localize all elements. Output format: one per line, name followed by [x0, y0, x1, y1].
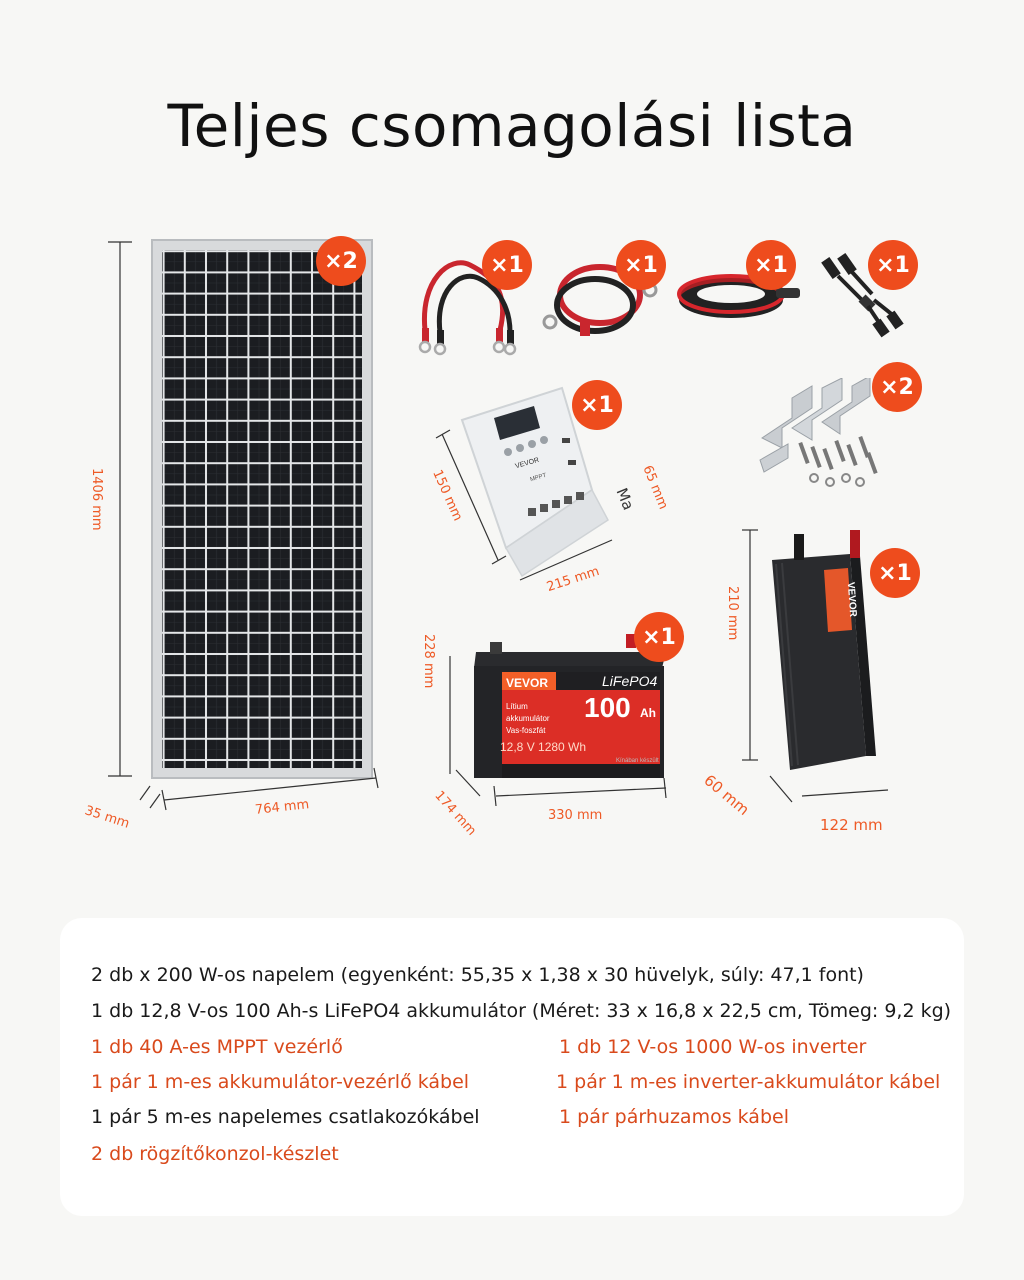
battery-energy-label: 12,8 V 1280 Wh [500, 740, 587, 754]
battery-brand-label: VEVOR [506, 676, 549, 690]
list-left-3: 1 pár 5 m-es napelemes csatlakozókábel [91, 1106, 480, 1128]
inverter-depth-label: 60 mm [700, 771, 753, 819]
battery-desc3-label: Vas-foszfát [506, 726, 546, 735]
battery-unit-label: Ah [640, 706, 656, 720]
list-right-1: 1 db 12 V-os 1000 W-os inverter [559, 1036, 867, 1058]
inverter-height-label: 210 mm [725, 586, 740, 641]
panel-width-label: 764 mm [254, 797, 310, 818]
controller-width-label: 215 mm [545, 563, 602, 596]
list-right-3: 1 pár párhuzamos kábel [559, 1106, 789, 1128]
page-title: Teljes csomagolási lista [167, 92, 857, 160]
list-left-2: 1 pár 1 m-es akkumulátor-vezérlő kábel [91, 1071, 470, 1093]
brackets-quantity-badge: ×2 [872, 362, 922, 412]
mppt-controller-image [422, 380, 682, 600]
list-left-4: 2 db rögzítőkonzol-készlet [91, 1143, 339, 1165]
list-right-2: 1 pár 1 m-es inverter-akkumulátor kábel [556, 1071, 941, 1093]
list-left-1: 1 db 40 A-es MPPT vezérlő [91, 1036, 343, 1058]
mounting-brackets-image [752, 378, 892, 498]
battery-footer-label: Kínában készült [616, 758, 659, 764]
panel-depth-label: 35 mm [82, 803, 132, 832]
inverter-width-label: 122 mm [820, 816, 883, 834]
panel-height-label: 1406 mm [89, 468, 104, 531]
battery-desc1-label: Lítium [506, 702, 528, 711]
battery-capacity-label: 100 [584, 692, 631, 723]
controller-height-label: 150 mm [429, 467, 466, 524]
cable2-quantity-badge: ×1 [616, 240, 666, 290]
battery-desc2-label: akkumulátor [506, 714, 550, 723]
controller-brand-label: VEVOR [514, 456, 541, 471]
controller-quantity-badge: ×1 [572, 380, 622, 430]
cable4-quantity-badge: ×1 [868, 240, 918, 290]
packing-list-panel [60, 918, 964, 1216]
controller-model-label: MPPT [529, 472, 548, 484]
controller-extra-label: Ma [612, 485, 638, 513]
solar-panel-image [100, 230, 400, 840]
battery-chem-label: LiFePO4 [602, 673, 658, 689]
list-line-1: 2 db x 200 W-os napelem (egyenként: 55,35 x 1,38 x 30 hüvelyk, súly: 47,1 font) [91, 964, 864, 986]
cable1-quantity-badge: ×1 [482, 240, 532, 290]
battery-depth-label: 174 mm [431, 788, 479, 839]
inverter-quantity-badge: ×1 [870, 548, 920, 598]
cable3-quantity-badge: ×1 [746, 240, 796, 290]
battery-height-label: 228 mm [421, 634, 436, 689]
inverter-brand-label: VEVOR [844, 581, 859, 618]
battery-width-label: 330 mm [548, 808, 603, 823]
battery-quantity-badge: ×1 [634, 612, 684, 662]
controller-depth-label: 65 mm [639, 463, 671, 512]
panel-quantity-badge: ×2 [316, 236, 366, 286]
list-line-2: 1 db 12,8 V-os 100 Ah-s LiFePO4 akkumulátor (Méret: 33 x 16,8 x 22,5 cm, Tömeg: 9,2 kg) [91, 1000, 952, 1022]
